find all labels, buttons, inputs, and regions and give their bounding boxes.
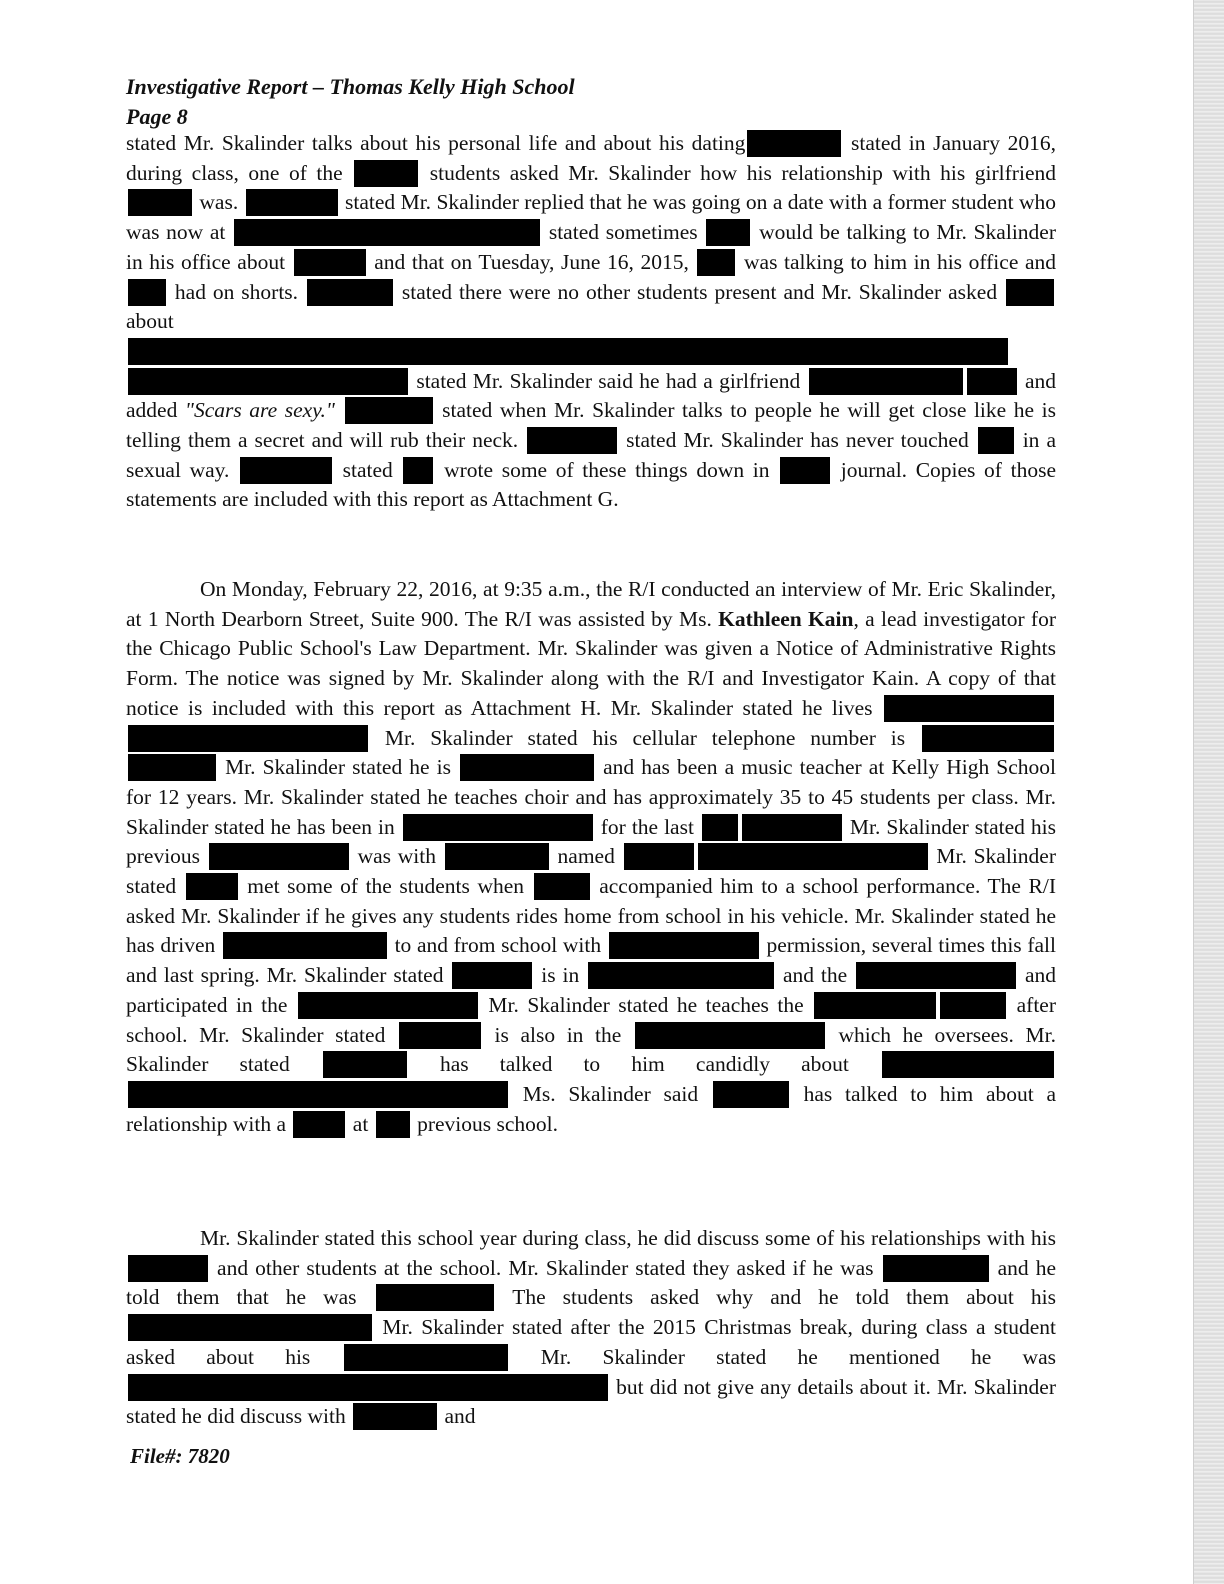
scan-edge <box>1193 0 1224 1584</box>
text-run: but did not give any details about it. Mr. Skalinder stated he did discuss with <box>126 1374 1056 1429</box>
text-run: and <box>439 1404 476 1429</box>
text-run: would be talking to Mr. Skalinder in his office about <box>126 220 1056 274</box>
redaction-box <box>527 427 617 454</box>
text-run: which he oversees. Mr. Skalinder stated <box>126 1022 1056 1077</box>
redaction-box <box>698 843 928 870</box>
text-run: Mr. Skalinder stated <box>126 844 1056 899</box>
text-run: met some of the students when <box>239 874 532 899</box>
redaction-box <box>588 962 774 989</box>
text-run: has talked to him about a relationship with a <box>126 1081 1056 1136</box>
text-run <box>335 398 343 422</box>
text-run: to and from school with <box>388 933 607 958</box>
text-run: is also in the <box>482 1022 633 1047</box>
text-run: Mr. Skalinder stated his previous <box>126 814 1056 869</box>
text-run: students asked Mr. Skalinder how his relationship with his girlfriend <box>420 160 1056 185</box>
text-run: stated Mr. Skalinder replied that he was going on a date with a former student who was now at <box>126 190 1056 245</box>
text-run: stated <box>334 457 402 482</box>
redaction-box <box>780 457 830 484</box>
text-run: is in <box>534 963 587 988</box>
redaction-box <box>294 249 366 276</box>
text-run: stated Mr. Skalinder talks about his personal life and about his dating <box>126 131 746 155</box>
redaction-box <box>293 1111 345 1138</box>
text-run: and added <box>126 368 1057 423</box>
text-run: stated Mr. Skalinder has never touched <box>619 428 976 453</box>
redaction-box <box>399 1022 481 1049</box>
text-run: Mr. Skalinder stated his cellular telephone number is <box>370 725 920 750</box>
text-run: journal. Copies of those statements are included with this report as Attachment G. <box>126 457 1056 512</box>
text-run: accompanied him to a school performance. The R/I asked Mr. Skalinder if he gives any students rides home from school in his vehicle. Mr. Skalinder stated he has driven <box>126 874 1057 958</box>
redaction-box <box>128 368 408 395</box>
redaction-box <box>344 1344 508 1371</box>
redaction-box <box>323 1051 407 1078</box>
redaction-box <box>883 1255 989 1282</box>
text-run: Mr. Skalinder stated he teaches the <box>479 992 813 1017</box>
redaction-box <box>978 427 1014 454</box>
redaction-box <box>298 992 478 1019</box>
report-title: Investigative Report – Thomas Kelly High School <box>126 74 575 99</box>
redaction-box <box>353 1403 437 1430</box>
redaction-box <box>884 695 1054 722</box>
redaction-box <box>702 814 738 841</box>
redaction-box <box>128 1081 508 1108</box>
report-header <box>126 72 575 132</box>
redaction-box <box>128 338 1008 365</box>
text-run: stated sometimes <box>542 220 705 245</box>
redaction-box <box>403 457 433 484</box>
redaction-box <box>534 873 590 900</box>
redaction-box <box>452 962 532 989</box>
redaction-box <box>246 189 338 216</box>
text-run: "Scars are sexy." <box>184 398 335 423</box>
redaction-box <box>967 368 1017 395</box>
text-run: wrote some of these things down in <box>435 457 779 482</box>
text-run: The students asked why and he told them about his <box>495 1285 1056 1310</box>
text-run: after school. Mr. Skalinder stated <box>126 992 1057 1047</box>
text-run: permission, several times this fall and last spring. Mr. Skalinder stated <box>126 933 1056 988</box>
text-run: and he told them that he was <box>126 1255 1056 1310</box>
text-run: Ms. Skalinder said <box>510 1081 711 1106</box>
redaction-box <box>128 189 192 216</box>
redaction-box <box>345 397 433 424</box>
redaction-box <box>609 932 759 959</box>
text-run: about <box>126 309 174 334</box>
text-run: at <box>347 1111 374 1136</box>
paragraph-2 <box>126 575 1056 1139</box>
page-number: Page 8 <box>126 104 188 129</box>
text-run: and the <box>776 963 855 988</box>
redaction-box <box>403 814 593 841</box>
redaction-box <box>460 754 594 781</box>
text-run: for the last <box>594 814 700 839</box>
redaction-box <box>223 932 387 959</box>
redaction-box <box>209 843 349 870</box>
redaction-box <box>128 754 216 781</box>
text-run: , a lead investigator for the Chicago Public School's Law Department. Mr. Skalinder was given a Notice of Administrative Rights Form. The notice was signed by Mr. Skalinder along with the R/I and Investigator Kain. A copy of that notice is included with this report as Attachment H. Mr. Skalinder stated he lives <box>126 606 1056 720</box>
text-run: named <box>550 844 622 869</box>
redaction-box <box>128 725 368 752</box>
redaction-box <box>128 1374 608 1401</box>
redaction-box <box>882 1051 1054 1078</box>
text-run: and has been a music teacher at Kelly High School for 12 years. Mr. Skalinder stated he teaches choir and has approximately 35 to 45 students per class. Mr. Skalinder stated he has been in <box>126 755 1056 839</box>
text-run: and that on Tuesday, June 16, 2015, <box>367 249 696 274</box>
redaction-box <box>376 1111 410 1138</box>
redaction-box <box>234 219 540 246</box>
text-run: had on shorts. <box>168 279 305 304</box>
redaction-box <box>128 1255 208 1282</box>
redaction-box <box>635 1022 825 1049</box>
text-run: On Monday, February 22, 2016, at 9:35 a.m., the R/I conducted an interview of Mr. Eric Skalinder, at 1 North Dearborn Street, Suite 900. The R/I was assisted by Ms. <box>126 577 1056 631</box>
redaction-box <box>240 457 332 484</box>
redaction-box <box>128 279 166 306</box>
redaction-box <box>307 279 393 306</box>
text-run: stated when Mr. Skalinder talks to people he will get close like he is telling them a secret and will rub their neck. <box>126 398 1056 453</box>
redaction-box <box>697 249 735 276</box>
text-run: stated in January 2016, during class, one of the <box>126 131 1056 185</box>
text-run: stated there were no other students present and Mr. Skalinder asked <box>394 279 1004 304</box>
paragraph-1 <box>126 129 1056 515</box>
redaction-box <box>940 992 1006 1019</box>
text-run: Mr. Skalinder stated he mentioned he was <box>509 1344 1056 1369</box>
text-run: stated Mr. Skalinder said he had a girlfriend <box>410 368 807 393</box>
redaction-box <box>186 873 238 900</box>
redaction-box <box>1006 279 1054 306</box>
redaction-box <box>809 368 963 395</box>
redaction-box <box>922 725 1054 752</box>
redaction-box <box>354 160 418 187</box>
redaction-box <box>713 1081 789 1108</box>
redaction-box <box>376 1284 494 1311</box>
redaction-box <box>128 1314 372 1341</box>
redaction-box <box>856 962 1016 989</box>
text-run: Mr. Skalinder stated after the 2015 Christmas break, during class a student asked about his <box>126 1315 1056 1369</box>
text-run: Kathleen Kain <box>718 606 854 631</box>
redaction-box <box>814 992 936 1019</box>
redaction-box <box>742 814 842 841</box>
text-run: has talked to him candidly about <box>408 1052 880 1077</box>
text-run: was talking to him in his office and <box>737 249 1056 274</box>
text-run: in a sexual way. <box>126 428 1056 482</box>
redaction-box <box>445 843 549 870</box>
redaction-box <box>747 130 841 157</box>
text-run: was with <box>350 844 443 869</box>
text-run: was. <box>194 190 244 215</box>
text-run: and participated in the <box>126 963 1056 1017</box>
text-run: Mr. Skalinder stated this school year during class, he did discuss some of his relationships with his <box>200 1226 1056 1250</box>
text-run: and other students at the school. Mr. Skalinder stated they asked if he was <box>210 1255 881 1280</box>
redaction-box <box>624 843 694 870</box>
paragraph-3 <box>126 1224 1056 1432</box>
file-number: File#: 7820 <box>130 1444 230 1468</box>
text-run: Mr. Skalinder stated he is <box>218 755 459 780</box>
text-run: previous school. <box>411 1111 558 1136</box>
redaction-box <box>706 219 750 246</box>
